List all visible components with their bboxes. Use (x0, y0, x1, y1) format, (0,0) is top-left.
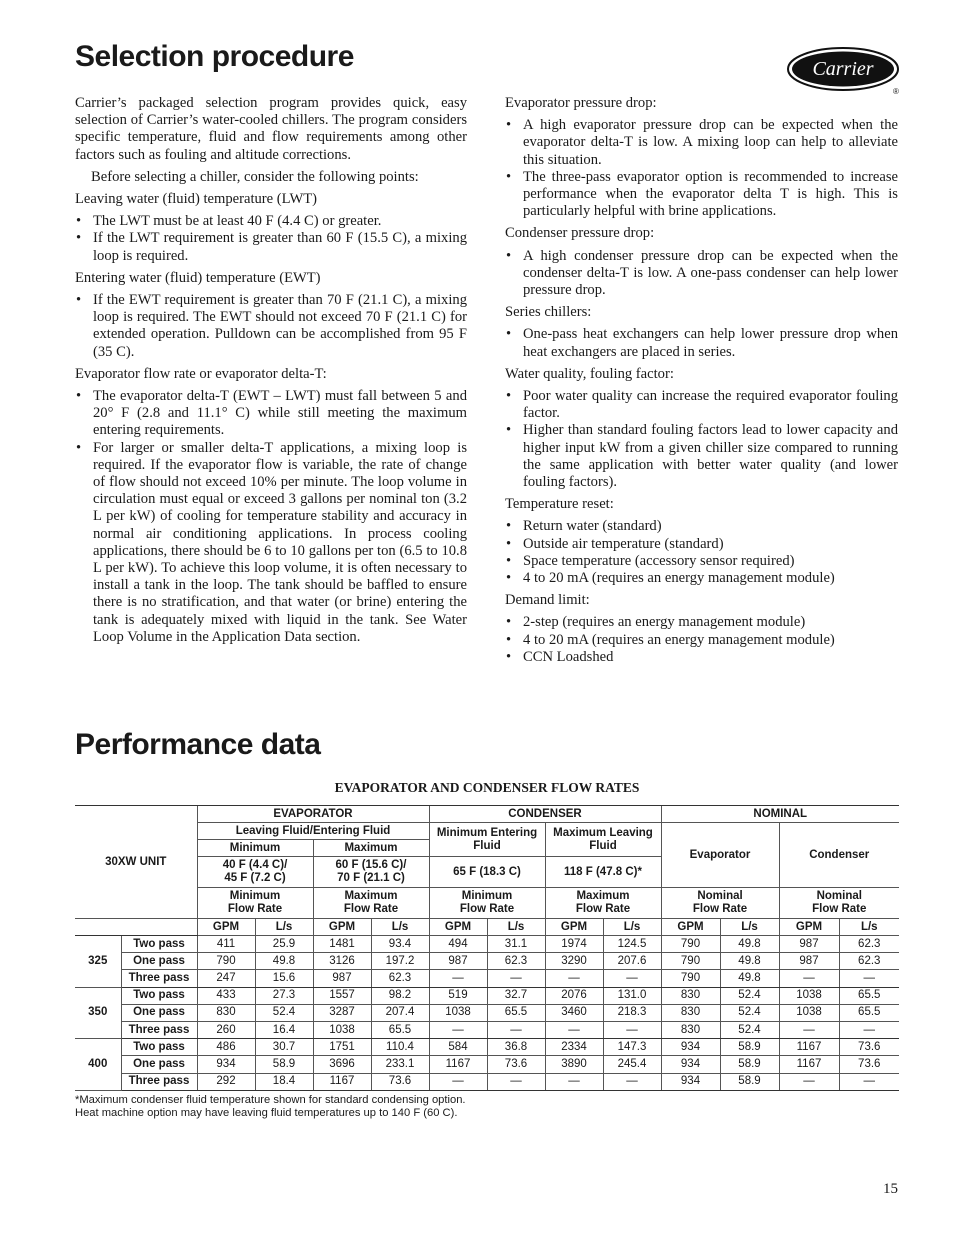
data-cell: — (839, 1073, 899, 1090)
data-cell: 98.2 (371, 987, 429, 1004)
table-row (75, 953, 899, 970)
pass-cell: Two pass (121, 1039, 197, 1056)
data-cell: — (487, 1073, 545, 1090)
lf-ef-header: Leaving Fluid/Entering Fluid (197, 823, 429, 840)
data-cell: 830 (197, 1004, 255, 1021)
table-row (75, 987, 899, 1004)
page-number: 15 (883, 1181, 898, 1197)
unit-group-400 (75, 1039, 899, 1091)
data-cell: 62.3 (371, 970, 429, 987)
data-cell: 65.5 (371, 1021, 429, 1038)
data-cell: 411 (197, 936, 255, 953)
unit-gpm: GPM (779, 919, 839, 936)
data-cell: — (545, 970, 603, 987)
pass-cell: One pass (121, 1004, 197, 1021)
unit-cell: 350 (75, 987, 121, 1039)
data-cell: — (429, 1073, 487, 1090)
cond-pd-heading: Condenser pressure drop: (505, 225, 655, 242)
max-flow-header: Maximum Flow Rate (313, 888, 429, 919)
cond-min-temp-header: 65 F (18.3 C) (429, 857, 545, 888)
flow-heading: Evaporator flow rate or evaporator delta-T: (75, 365, 327, 382)
data-cell: 25.9 (255, 936, 313, 953)
data-cell: 197.2 (371, 953, 429, 970)
data-cell: 73.6 (839, 1039, 899, 1056)
max-leaving-header: Maximum Leaving Fluid (545, 823, 661, 857)
data-cell: 27.3 (255, 987, 313, 1004)
data-cell: 58.9 (720, 1039, 779, 1056)
unit-ls: L/s (487, 919, 545, 936)
data-cell: 486 (197, 1039, 255, 1056)
unit-cell: 400 (75, 1039, 121, 1091)
data-cell: 62.3 (487, 953, 545, 970)
list-item: • A high evaporator pressure drop can be expected when the evaporator delta-T is low. A mixing loop can help to alleviate this situation. (505, 117, 898, 169)
data-cell: 49.8 (720, 936, 779, 953)
data-cell: 830 (661, 987, 720, 1004)
list-item: • 2-step (requires an energy management module) (505, 614, 898, 631)
unit-gpm: GPM (429, 919, 487, 936)
data-cell: 49.8 (255, 953, 313, 970)
intro-paragraph: Carrier’s packaged selection program provides quick, easy selection of Carrier’s water-cooled chillers. The program considers specific temperature, fluid and flow requirements among other factors such as fouling and altitude corrections. (75, 95, 467, 163)
data-cell: 52.4 (255, 1004, 313, 1021)
unit-gpm: GPM (661, 919, 720, 936)
unit-gpm: GPM (545, 919, 603, 936)
data-cell: — (603, 970, 661, 987)
list-item: • For larger or smaller delta-T applications, a mixing loop is required. If the evaporator flow is variable, the rate of change of flow should not exceed 10% per minute. The loop volume in circulation must equal or exceed 3 gallons per nominal ton (3.2 L per kW) of cooling for temperature stability and accuracy in normal air conditioning applications. In process cooling applications, there should be 6 to 10 gallons per ton (6.5 to 10.8 L per kW). To achieve this loop volume, it is often necessary to install a tank in the loop. The tank should be baffled to ensure there is no stratification, and that water (or brine) entering the tank is adequately mixed with liquid in the tank. See Water Loop Volume in the Application Data section. (75, 440, 467, 646)
data-cell: 433 (197, 987, 255, 1004)
data-cell: 218.3 (603, 1004, 661, 1021)
unit-ls: L/s (720, 919, 779, 936)
data-cell: 494 (429, 936, 487, 953)
pass-cell: One pass (121, 953, 197, 970)
nom-cond-header: Condenser (779, 823, 899, 888)
data-cell: 58.9 (720, 1056, 779, 1073)
svg-text:Carrier: Carrier (812, 58, 874, 80)
max-temp-header: 60 F (15.6 C)/ 70 F (21.1 C) (313, 857, 429, 888)
data-cell: 15.6 (255, 970, 313, 987)
data-cell: 18.4 (255, 1073, 313, 1090)
data-cell: 830 (661, 1021, 720, 1038)
ewt-list (75, 292, 467, 361)
water-heading: Water quality, fouling factor: (505, 365, 674, 382)
data-cell: 3460 (545, 1004, 603, 1021)
data-cell: 3890 (545, 1056, 603, 1073)
data-cell: 62.3 (839, 936, 899, 953)
data-cell: 1481 (313, 936, 371, 953)
table-row (75, 1039, 899, 1056)
min-flow-header: Minimum Flow Rate (197, 888, 313, 919)
unit-cell: 325 (75, 936, 121, 988)
cond-max-temp-header: 118 F (47.8 C)* (545, 857, 661, 888)
data-cell: — (603, 1021, 661, 1038)
data-cell: 987 (313, 970, 371, 987)
list-item: • Outside air temperature (standard) (505, 536, 898, 553)
data-cell: 247 (197, 970, 255, 987)
data-cell: 790 (197, 953, 255, 970)
data-cell: — (545, 1021, 603, 1038)
evaporator-header: EVAPORATOR (197, 806, 429, 823)
unit-gpm: GPM (197, 919, 255, 936)
lwt-list (75, 213, 467, 265)
unit-header: 30XW UNIT (75, 806, 197, 919)
right-column (505, 95, 898, 671)
list-item: • One-pass heat exchangers can help lower pressure drop when heat exchangers are placed in series. (505, 326, 898, 360)
min-temp-header: 40 F (4.4 C)/ 45 F (7.2 C) (197, 857, 313, 888)
data-cell: 93.4 (371, 936, 429, 953)
data-cell: 1167 (779, 1039, 839, 1056)
table-row (75, 1056, 899, 1073)
data-cell: 519 (429, 987, 487, 1004)
data-cell: 65.5 (839, 1004, 899, 1021)
data-cell: 31.1 (487, 936, 545, 953)
data-cell: 1557 (313, 987, 371, 1004)
page-title: Selection procedure (75, 40, 354, 73)
data-cell: 233.1 (371, 1056, 429, 1073)
data-cell: 65.5 (487, 1004, 545, 1021)
list-item: • Space temperature (accessory sensor required) (505, 553, 898, 570)
data-cell: 1167 (429, 1056, 487, 1073)
data-cell: 73.6 (839, 1056, 899, 1073)
data-cell: 934 (661, 1073, 720, 1090)
data-cell: 36.8 (487, 1039, 545, 1056)
flow-rates-table (75, 805, 899, 1091)
data-cell: 790 (661, 936, 720, 953)
table-row (75, 1073, 899, 1090)
pass-cell: One pass (121, 1056, 197, 1073)
data-cell: 73.6 (487, 1056, 545, 1073)
data-cell: 1038 (429, 1004, 487, 1021)
list-item: • Return water (standard) (505, 518, 898, 535)
nom-evap-header: Evaporator (661, 823, 779, 888)
data-cell: 207.6 (603, 953, 661, 970)
cond-min-flow-header: Minimum Flow Rate (429, 888, 545, 919)
reset-heading: Temperature reset: (505, 496, 614, 513)
data-cell: 207.4 (371, 1004, 429, 1021)
data-cell: 49.8 (720, 970, 779, 987)
list-item: • CCN Loadshed (505, 649, 898, 666)
data-cell: 3287 (313, 1004, 371, 1021)
data-cell: 245.4 (603, 1056, 661, 1073)
flow-list (75, 388, 467, 646)
data-cell: 3126 (313, 953, 371, 970)
data-cell: 1038 (313, 1021, 371, 1038)
data-cell: 49.8 (720, 953, 779, 970)
data-cell: 584 (429, 1039, 487, 1056)
data-cell: 790 (661, 970, 720, 987)
data-cell: — (603, 1073, 661, 1090)
before-paragraph: Before selecting a chiller, consider the following points: (91, 168, 419, 185)
list-item: • The three-pass evaporator option is recommended to increase performance when the evaporator delta T is high. This is particularly helpful with brine applications. (505, 169, 898, 221)
list-item: • Poor water quality can increase the required evaporator fouling factor. (505, 388, 898, 422)
data-cell: 124.5 (603, 936, 661, 953)
table-footnote: *Maximum condenser fluid temperature shown for standard condensing option. Heat machine option may have leaving fluid temperatures up to 140 F (60 C). (75, 1094, 466, 1119)
data-cell: 1038 (779, 1004, 839, 1021)
data-cell: 110.4 (371, 1039, 429, 1056)
data-cell: 260 (197, 1021, 255, 1038)
demand-list (505, 614, 898, 666)
evap-pd-list (505, 117, 898, 220)
data-cell: 987 (779, 953, 839, 970)
data-cell: — (839, 970, 899, 987)
series-list (505, 326, 898, 360)
data-cell: 30.7 (255, 1039, 313, 1056)
data-cell: — (545, 1073, 603, 1090)
data-cell: 52.4 (720, 1021, 779, 1038)
table-row (75, 1021, 899, 1038)
list-item: • A high condenser pressure drop can be expected when the condenser delta-T is low. A one-pass condenser can help lower pressure drop. (505, 248, 898, 300)
pass-cell: Three pass (121, 970, 197, 987)
ewt-heading: Entering water (fluid) temperature (EWT) (75, 269, 321, 286)
list-item: • 4 to 20 mA (requires an energy management module) (505, 570, 898, 587)
unit-ls: L/s (839, 919, 899, 936)
data-cell: 1167 (313, 1073, 371, 1090)
table-row (75, 1004, 899, 1021)
data-cell: 2334 (545, 1039, 603, 1056)
data-cell: 2076 (545, 987, 603, 1004)
min-header: Minimum (197, 840, 313, 857)
lwt-heading: Leaving water (fluid) temperature (LWT) (75, 191, 318, 208)
data-cell: 830 (661, 1004, 720, 1021)
data-cell: 65.5 (839, 987, 899, 1004)
data-cell: 292 (197, 1073, 255, 1090)
list-item: • Higher than standard fouling factors lead to lower capacity and higher input kW from a given chiller size compared to running the same application with better water quality (and lower fouling factors). (505, 422, 898, 491)
nom-cond-flow-header: Nominal Flow Rate (779, 888, 899, 919)
list-item: • If the LWT requirement is greater than 60 F (15.5 C), a mixing loop is required. (75, 230, 467, 264)
nom-evap-flow-header: Nominal Flow Rate (661, 888, 779, 919)
unit-ls: L/s (371, 919, 429, 936)
data-cell: 3290 (545, 953, 603, 970)
data-cell: 987 (429, 953, 487, 970)
data-cell: 147.3 (603, 1039, 661, 1056)
data-cell: 52.4 (720, 987, 779, 1004)
table-row (75, 936, 899, 953)
list-item: • The evaporator delta-T (EWT – LWT) must fall between 5 and 20° F (2.8 and 11.1° C) while still meeting the maximum entering requirements. (75, 388, 467, 440)
cond-max-flow-header: Maximum Flow Rate (545, 888, 661, 919)
max-header: Maximum (313, 840, 429, 857)
section-title: Performance data (75, 728, 321, 761)
list-item: • 4 to 20 mA (requires an energy management module) (505, 632, 898, 649)
data-cell: 1974 (545, 936, 603, 953)
data-cell: 1751 (313, 1039, 371, 1056)
svg-text:®: ® (893, 87, 899, 96)
unit-ls: L/s (255, 919, 313, 936)
pass-cell: Two pass (121, 936, 197, 953)
data-cell: 790 (661, 953, 720, 970)
table-title: EVAPORATOR AND CONDENSER FLOW RATES (334, 780, 640, 795)
carrier-logo (786, 44, 904, 96)
evap-pd-heading: Evaporator pressure drop: (505, 95, 657, 111)
data-cell: 934 (661, 1056, 720, 1073)
data-cell: 73.6 (371, 1073, 429, 1090)
data-cell: 987 (779, 936, 839, 953)
unit-gpm: GPM (313, 919, 371, 936)
reset-list (505, 518, 898, 587)
unit-group-325 (75, 936, 899, 988)
data-cell: — (779, 970, 839, 987)
data-cell: — (429, 970, 487, 987)
pass-cell: Two pass (121, 987, 197, 1004)
data-cell: — (779, 1073, 839, 1090)
data-cell: 3696 (313, 1056, 371, 1073)
unit-spacer (75, 919, 197, 936)
list-item: • If the EWT requirement is greater than 70 F (21.1 C), a mixing loop is required. The EWT should not exceed 70 F (21.1 C) for extended operation. Pulldown can be accomplished from 95 F (35 C). (75, 292, 467, 361)
data-cell: — (839, 1021, 899, 1038)
data-cell: 131.0 (603, 987, 661, 1004)
data-cell: 62.3 (839, 953, 899, 970)
data-cell: 52.4 (720, 1004, 779, 1021)
demand-heading: Demand limit: (505, 592, 590, 609)
left-column (75, 95, 467, 651)
data-cell: 32.7 (487, 987, 545, 1004)
series-heading: Series chillers: (505, 304, 592, 321)
data-cell: 58.9 (255, 1056, 313, 1073)
data-cell: 16.4 (255, 1021, 313, 1038)
data-cell: 934 (197, 1056, 255, 1073)
condenser-header: CONDENSER (429, 806, 661, 823)
data-cell: 58.9 (720, 1073, 779, 1090)
data-cell: — (487, 970, 545, 987)
pass-cell: Three pass (121, 1073, 197, 1090)
data-cell: 1038 (779, 987, 839, 1004)
table-row (75, 970, 899, 987)
data-cell: 1167 (779, 1056, 839, 1073)
unit-group-350 (75, 987, 899, 1039)
min-entering-header: Minimum Entering Fluid (429, 823, 545, 857)
water-list (505, 388, 898, 491)
data-cell: — (429, 1021, 487, 1038)
data-cell: 934 (661, 1039, 720, 1056)
pass-cell: Three pass (121, 1021, 197, 1038)
nominal-header: NOMINAL (661, 806, 899, 823)
cond-pd-list (505, 248, 898, 300)
list-item: • The LWT must be at least 40 F (4.4 C) or greater. (75, 213, 467, 230)
data-cell: — (487, 1021, 545, 1038)
data-cell: — (779, 1021, 839, 1038)
unit-ls: L/s (603, 919, 661, 936)
